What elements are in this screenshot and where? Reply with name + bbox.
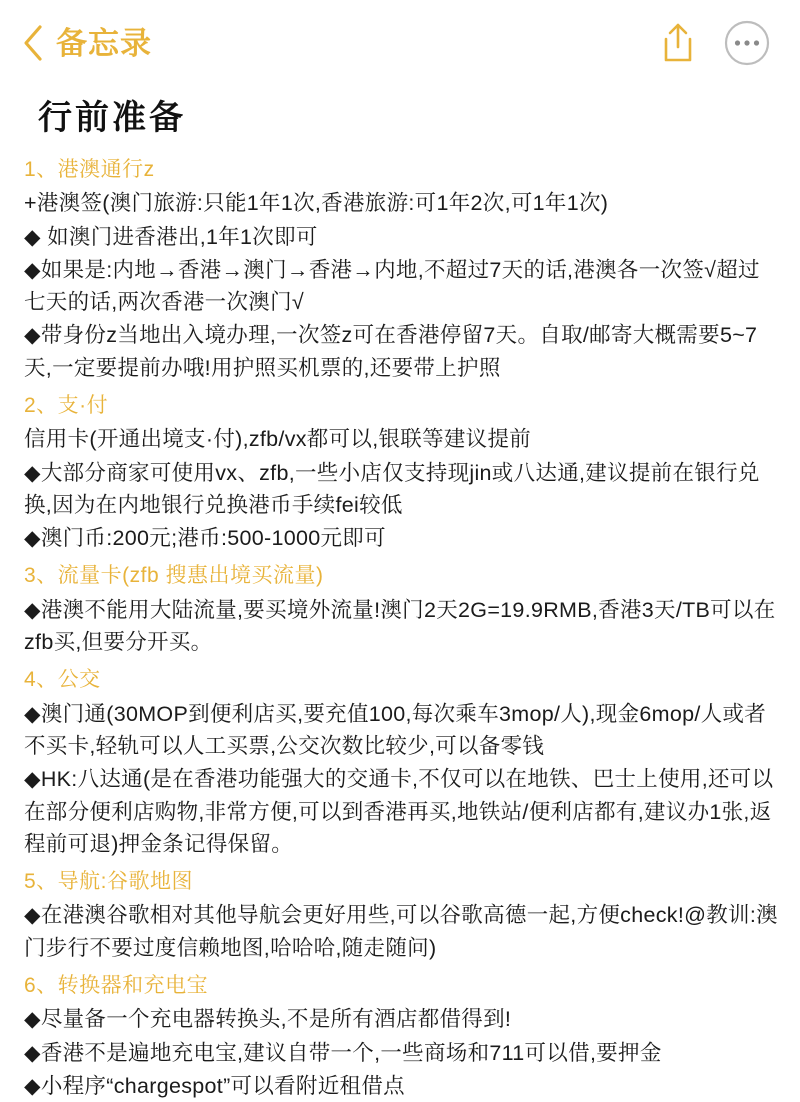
bullet-item: ◆尽量备一个充电器转换头,不是所有酒店都借得到! [24, 1007, 512, 1032]
page-title: 行前准备 [38, 98, 186, 138]
nav-left-group [20, 24, 152, 62]
bullet-item: ◆带身份z当地出入境办理,一次签z可在香港停留7天。自取/邮寄大概需要5~7天,一定要提前办哦!用护照买机票的,还要带上护照 [24, 323, 758, 380]
nav-title: 备忘录 [56, 25, 152, 61]
bullet-item: ◆香港不是遍地充电宝,建议自带一个,一些商场和711可以借,要押金 [24, 1040, 662, 1065]
bullet-item: ◆港澳不能用大陆流量,要买境外流量!澳门2天2G=19.9RMB,香港3天/TB可以在zfb买,但要分开买。 [24, 597, 776, 655]
bullet-item: ◆澳门币:200元;港币:500-1000元即可 [24, 526, 386, 551]
bullet-item: ◆ 如澳门进香港出,1年1次即可 [24, 224, 318, 249]
more-horizontal-icon[interactable] [724, 20, 770, 66]
section-heading: 6、转换器和充电宝 [24, 973, 209, 997]
section-heading: 5、导航:谷歌地图 [24, 870, 194, 893]
section-heading: 1、港澳通行z [24, 158, 155, 181]
chevron-left-icon[interactable] [20, 24, 46, 62]
nav-right-group [658, 20, 778, 66]
bullet-item: ◆澳门通(30MOP到便利店买,要充值100,每次乘车3mop/人),现金6mop/人或者不买卡,轻轨可以人工买票,公交次数比较少,可以备零钱 [24, 701, 767, 758]
section-heading: 4、公交 [24, 668, 101, 692]
section-heading: 2、支·付 [24, 393, 109, 417]
bullet-item: ◆HK:八达通(是在香港功能强大的交通卡,不仅可以在地铁、巴士上使用,还可以在部分便利店购物,非常方便,可以到香港再买,地铁站/便利店都有,建议办1张,返程前可退)押金条记得保留。 [24, 767, 774, 856]
bullet-item: ◆大部分商家可使用vx、zfb,一些小店仅支持现jin或八达通,建议提前在银行兑换,因为在内地银行兑换港币手续fei较低 [24, 460, 760, 517]
section-heading: 3、流量卡(zfb 搜惠出境买流量) [24, 564, 324, 588]
top-navigation-bar [16, 0, 784, 86]
bullet-item: ◆如果是:内地→香港→澳门→香港→内地,不超过7天的话,港澳各一次签√超过七天的话,两次香港一次澳门√ [24, 257, 760, 315]
note-content [16, 155, 784, 1102]
paragraph: +港澳签(澳门旅游:只能1年1次,香港旅游:可1年2次,可1年1次) [24, 191, 609, 216]
bullet-item: ◆在港澳谷歌相对其他导航会更好用些,可以谷歌高德一起,方便check!@教训:澳门步行不要过度信赖地图,哈哈哈,随走随问) [24, 903, 778, 960]
paragraph: 信用卡(开通出境支·付),zfb/vx都可以,银联等建议提前 [24, 427, 532, 452]
share-icon[interactable] [658, 21, 698, 65]
bullet-item: ◆小程序“chargespot”可以看附近租借点 [24, 1073, 405, 1098]
